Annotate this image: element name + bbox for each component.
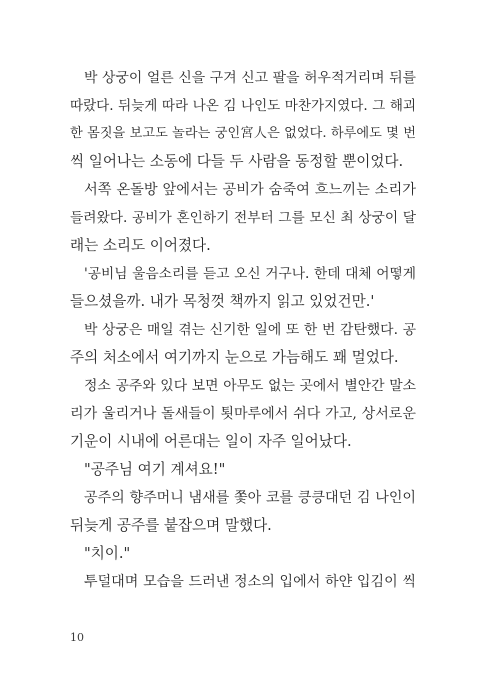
text-line: 기운이 시내에 어른대는 일이 자주 일어났다. xyxy=(70,433,352,450)
text-line: 주의 처소에서 여기까지 눈으로 가늠해도 꽤 멀었다. xyxy=(70,349,399,366)
paragraph xyxy=(70,316,416,372)
paragraph xyxy=(70,64,416,176)
text-line: 정소 공주와 있다 보면 아무도 없는 곳에서 별안간 말소 xyxy=(84,378,416,394)
page-number: 10 xyxy=(70,631,84,644)
dialogue-paragraph xyxy=(70,540,416,568)
text-line: 투덜대며 모습을 드러낸 정소의 입에서 하얀 입김이 씩 xyxy=(84,574,416,590)
text-line: 뒤늦게 공주를 붙잡으며 말했다. xyxy=(70,517,272,534)
text-line: 씩 일어나는 소동에 다들 두 사람을 동정할 뿐이었다. xyxy=(70,153,404,170)
text-line: 서쪽 온돌방 앞에서는 공비가 숨죽여 흐느끼는 소리가 xyxy=(84,182,416,198)
text-line: 들려왔다. 공비가 혼인하기 전부터 그를 모신 최 상궁이 달 xyxy=(70,210,416,226)
text-line: '공비님 울음소리를 듣고 오신 거구나. 한데 대체 어떻게 xyxy=(84,266,416,282)
text-line: 박 상궁은 매일 겪는 신기한 일에 또 한 번 감탄했다. 공 xyxy=(84,322,416,338)
text-line: 박 상궁이 얼른 신을 구겨 신고 팔을 허우적거리며 뒤를 xyxy=(84,70,416,86)
paragraph xyxy=(70,568,416,596)
text-line: 들으셨을까. 내가 목청껏 책까지 읽고 있었건만.' xyxy=(70,293,375,310)
paragraph xyxy=(70,372,416,456)
body-text xyxy=(70,64,416,596)
text-line: 리가 울리거나 돌새들이 툇마루에서 쉬다 가고, 상서로운 xyxy=(70,406,416,422)
text-line: 따랐다. 뒤늦게 따라 나온 김 나인도 마찬가지였다. 그 해괴 xyxy=(70,98,416,114)
dialogue-paragraph xyxy=(70,456,416,484)
text-line: 한 몸짓을 보고도 놀라는 궁인宮人은 없었다. 하루에도 몇 번 xyxy=(70,126,416,141)
paragraph xyxy=(70,260,416,316)
text-line: 래는 소리도 이어졌다. xyxy=(70,237,211,254)
text-line: "공주님 여기 계셔요!" xyxy=(84,461,226,478)
text-line: 공주의 향주머니 냄새를 쫓아 코를 킁킁대던 김 나인이 xyxy=(84,490,416,506)
text-line: "치이." xyxy=(84,545,131,562)
paragraph xyxy=(70,176,416,260)
paragraph xyxy=(70,484,416,540)
